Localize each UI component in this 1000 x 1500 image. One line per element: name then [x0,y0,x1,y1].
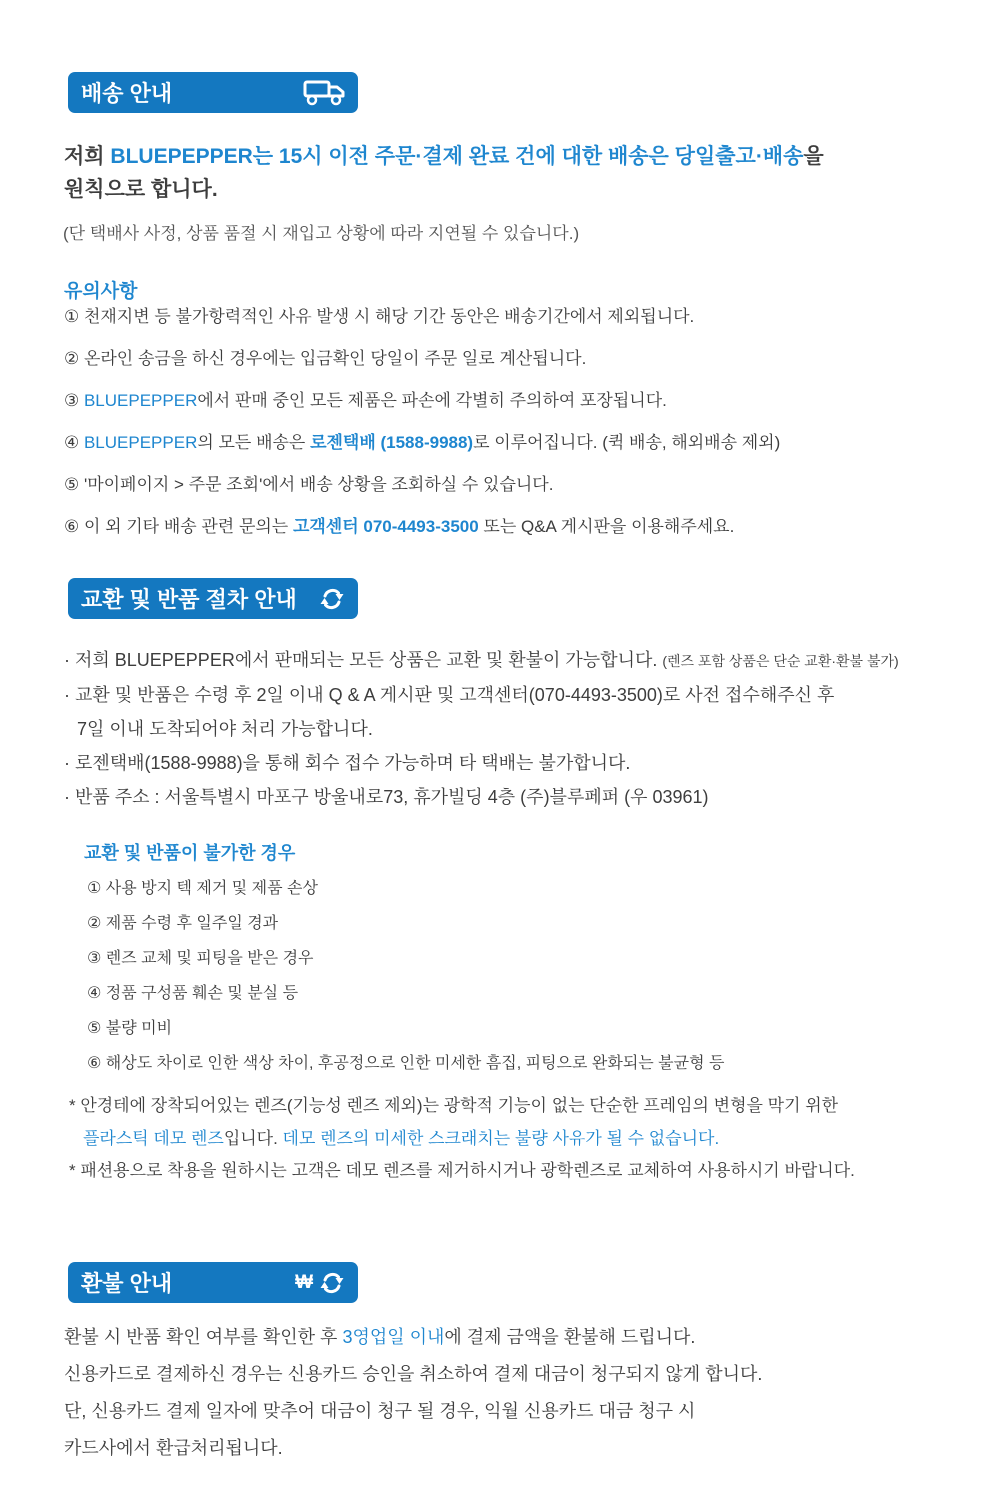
demo-lens-note-line1: * 안경테에 장착되어있는 렌즈(기능성 렌즈 제외)는 광학적 기능이 없는 단순한 프레임의 변형을 막기 위한 [69,1096,839,1115]
refund-line: 단, 신용카드 결제 일자에 맞추어 대금이 청구 될 경우, 익월 신용카드 대금 청구 시 [64,1401,696,1421]
item-number: ③ [64,391,84,410]
list-item: ① 사용 방지 텍 제거 및 제품 손상 [87,880,318,897]
shipping-intro-line2: 원칙으로 합니다. [64,178,218,201]
exchange-bullet: · 로젠택배(1588-9988)을 통해 회수 접수 가능하며 타 택배는 불가합니다. [64,753,631,773]
list-item: ⑤ 불량 미비 [87,1020,173,1037]
shipping-delay-note: (단 택배사 사정, 상품 품절 시 재입고 상황에 따라 지연될 수 있습니다.) [63,224,580,243]
won-symbol: ₩ [295,1272,313,1293]
exchange-section-badge [68,578,358,619]
item-text: 의 모든 배송은 [197,433,311,452]
exchange-bullet: · 교환 및 반품은 수령 후 2일 이내 Q & A 게시판 및 고객센터(070-4493-3500)로 사전 접수해주신 후 [64,685,835,705]
demo-lens-note-line2 [83,1128,719,1150]
refund-badge-label: 환불 안내 [81,1271,173,1296]
list-item [64,518,780,535]
item-text: 또는 Q&A 게시판을 이용해주세요. [478,517,735,536]
no-exchange-title: 교환 및 반품이 불가한 경우 [84,843,296,863]
item-number: ④ [64,433,84,452]
note-highlight: 플라스틱 데모 렌즈 [83,1129,224,1148]
refund-line: 카드사에서 환급처리됩니다. [64,1438,283,1458]
carrier-phone: 로젠택배 (1588-9988) [310,433,474,452]
truck-icon [303,79,345,107]
shipping-badge-label: 배송 안내 [81,81,173,106]
refund-text: 에 결제 금액을 환불해 드립니다. [444,1327,696,1347]
item-text: ⑥ 이 외 기타 배송 관련 문의는 [64,517,293,536]
list-item [64,434,780,451]
refresh-icon [319,1270,345,1296]
list-item: ⑤ '마이페이지 > 주문 조회'에서 배송 상황을 조회하실 수 있습니다. [64,475,554,494]
brand-name: BLUEPEPPER [83,433,198,452]
refund-section-badge [68,1262,358,1303]
list-item: ③ 렌즈 교체 및 피팅을 받은 경우 [87,950,314,967]
note-text: 입니다. [223,1129,283,1148]
exchange-bullet: · 반품 주소 : 서울특별시 마포구 방울내로73, 휴가빌딩 4층 (주)블루페퍼 (우 03961) [64,787,709,807]
item-text: 로 이루어집니다. (퀵 배송, 해외배송 제외) [473,433,781,452]
shipping-section-badge [68,72,358,113]
list-item: ① 천재지변 등 불가항력적인 사유 발생 시 해당 기간 동안은 배송기간에서 제외됩니다. [64,307,695,326]
list-item: ④ 정품 구성품 훼손 및 분실 등 [87,985,299,1002]
intro-text-tail: 을 [803,145,824,168]
bullet-small-note: (렌즈 포함 상품은 단순 교환·환불 불가) [662,653,899,669]
exchange-bullet [64,649,899,672]
customer-center-phone: 고객센터 070-4493-3500 [292,517,479,536]
bullet-text: · 저희 BLUEPEPPER에서 판매되는 모든 상품은 교환 및 환불이 가능합니다. [64,650,663,670]
shipping-notice-title: 유의사항 [64,281,138,302]
brand-name: BLUEPEPPER [83,391,198,410]
list-item: ② 제품 수령 후 일주일 경과 [87,915,279,932]
list-item: ⑥ 해상도 차이로 인한 색상 차이, 후공정으로 인한 미세한 흠집, 피팅으로 완화되는 불균형 등 [87,1055,725,1072]
exchange-bullet-continuation: 7일 이내 도착되어야 처리 가능합니다. [77,719,373,739]
no-exchange-list [87,880,724,1090]
shipping-intro [64,140,824,206]
refund-line [64,1319,762,1356]
list-item [64,392,780,409]
exchange-badge-label: 교환 및 반품 절차 안내 [81,587,297,612]
refund-highlight: 3영업일 이내 [342,1327,445,1347]
item-text: 에서 판매 중인 모든 제품은 파손에 각별히 주의하여 포장됩니다. [197,391,667,410]
refund-body [64,1319,762,1467]
intro-highlight: BLUEPEPPER는 15시 이전 주문·결제 완료 건에 대한 배송은 당일출고·배송 [110,145,804,168]
refund-line: 신용카드로 결제하신 경우는 신용카드 승인을 취소하여 결제 대금이 청구되지 않게 합니다. [64,1364,763,1384]
intro-text: 저희 [64,145,111,168]
won-refresh-icon [295,1270,345,1296]
fashion-use-note: * 패션용으로 착용을 원하시는 고객은 데모 렌즈를 제거하시거나 광학렌즈로 교체하여 사용하시기 바랍니다. [69,1161,855,1180]
list-item: ② 온라인 송금을 하신 경우에는 입금확인 당일이 주문 일로 계산됩니다. [64,349,587,368]
note-highlight: 데모 렌즈의 미세한 스크래치는 불량 사유가 될 수 없습니다. [282,1129,720,1148]
shipping-intro-line1 [64,140,824,173]
refresh-icon [319,586,345,612]
shipping-notice-list [64,308,780,560]
refund-text: 환불 시 반품 확인 여부를 확인한 후 [64,1327,343,1347]
